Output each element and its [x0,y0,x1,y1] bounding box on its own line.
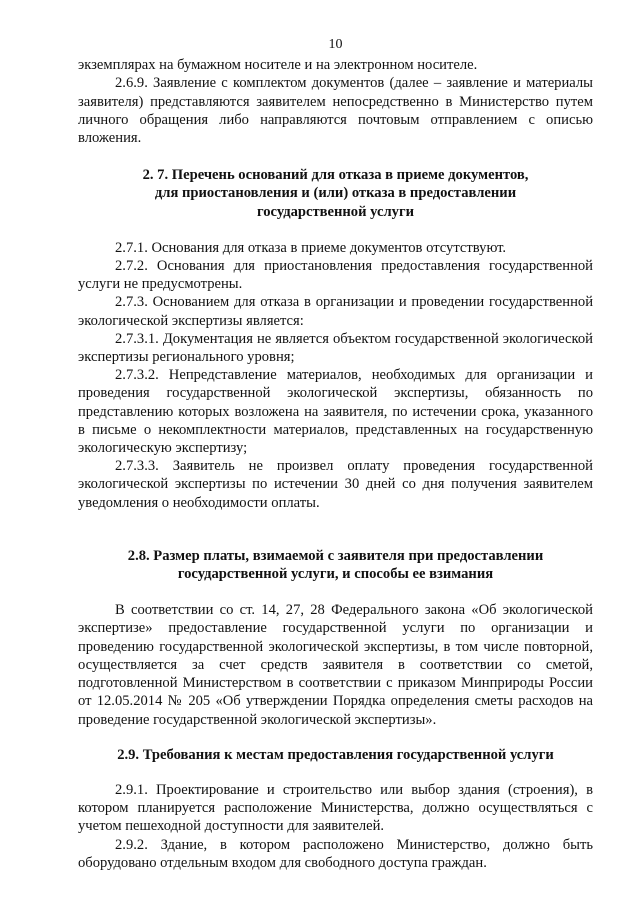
section-heading-2-8: 2.8. Размер платы, взимаемой с заявителя при предоставлении государственной услуги, и способы ее взимания [127,547,544,583]
paragraph-2-8: В соответствии со ст. 14, 27, 28 Федерального закона «Об экологической экспертизе» предоставление государственной услуги по организации и проведению государственной экологической экспертизы, в том числе повторной, осуществляется за счет средств заявителя в соответствии со сметой, подготовленной Министерством в соответствии с приказом Минприроды России от 12.05.2014 № 205 «Об утверждении Порядка определения сметы расходов на проведение государственной экологической экспертизы». [78,602,593,728]
section-heading-2-7: 2. 7. Перечень оснований для отказа в приеме документов, для приостановления и (или) отказа в предоставлении государственной услуги [142,167,529,220]
document-page [78,36,593,872]
paragraph-2-7-3: 2.7.3. Основанием для отказа в организации и проведении государственной экологической экспертизы является: [78,294,593,329]
paragraph-2-9-1: 2.9.1. Проектирование и строительство или выбор здания (строения), в котором планируется расположение Министерства, должно осуществляться с учетом пешеходной доступности для заявителей. [78,781,593,835]
paragraph-2-7-3-3: 2.7.3.3. Заявитель не произвел оплату проведения государственной экологической экспертизы по истечении 30 дней со дня получения заявителем уведомления о необходимости оплаты. [78,458,593,511]
section-heading-2-9: 2.9. Требования к местам предоставления государственной услуги [117,746,554,763]
paragraph-2-6-9: 2.6.9. Заявление с комплектом документов (далее – заявление и материалы заявителя) представляются заявителем непосредственно в Министерство путем личного обращения либо направляются почтовым отправлением с описью вложения. [78,75,593,147]
paragraph-2-7-1: 2.7.1. Основания для отказа в приеме документов отсутствуют. [115,239,507,256]
paragraph-2-7-3-2: 2.7.3.2. Непредставление материалов, необходимых для организации и проведения государственной экологической экспертизы, обязанность по представлению которых возложена на заявителя, по истечении срока, указанного в письме о некомплектности материалов, представленных на государственную экологическую экспертизу; [78,367,593,457]
paragraph-2-9-2: 2.9.2. Здание, в котором расположено Министерство, должно быть оборудовано отдельным входом для свободного доступа граждан. [78,836,593,871]
paragraph-2-7-3-1: 2.7.3.1. Документация не является объектом государственной экологической экспертизы регионального уровня; [78,330,593,366]
page-number: 10 [328,37,343,52]
paragraph-continuation: экземплярах на бумажном носителе и на электронном носителе. [78,57,478,74]
paragraph-2-7-2: 2.7.2. Основания для приостановления предоставления государственной услуги не предусмотрены. [78,258,593,293]
